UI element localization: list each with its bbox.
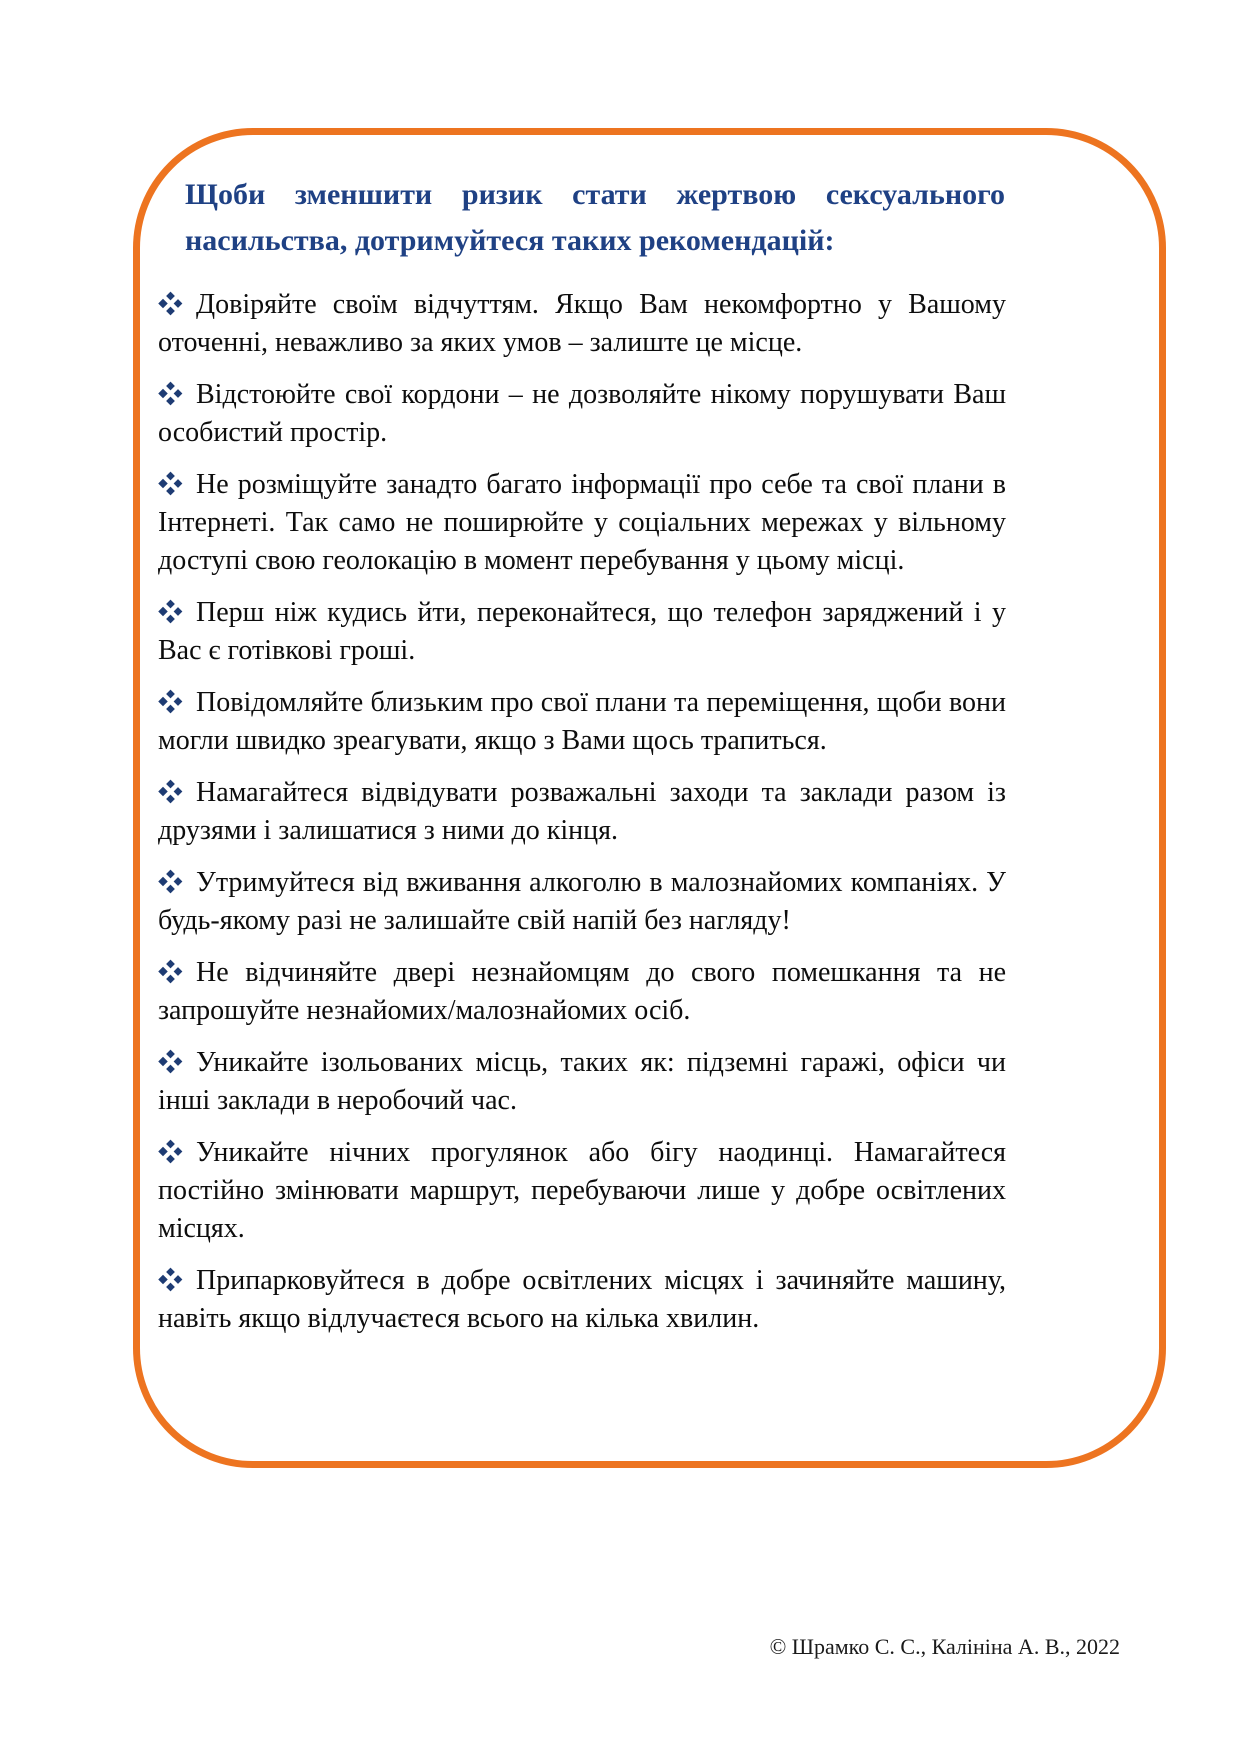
recommendation-text: Намагайтеся відвідувати розважальні заходи та заклади разом із друзями і залишатися з ними до кінця. bbox=[158, 777, 1006, 846]
recommendation-text: Перш ніж кудись йти, переконайтеся, що телефон заряджений і у Вас є готівкові гроші. bbox=[158, 597, 1006, 666]
recommendation-item bbox=[158, 1134, 1006, 1248]
four-diamonds-icon bbox=[158, 471, 183, 496]
recommendation-text: Не відчиняйте двері незнайомцям до свого помешкання та не запрошуйте незнайомих/малознайомих осіб. bbox=[158, 957, 1006, 1026]
four-diamonds-icon bbox=[158, 291, 183, 316]
four-diamonds-icon bbox=[158, 1267, 183, 1292]
recommendation-text: Не розміщуйте занадто багато інформації про себе та свої плани в Інтернеті. Так само не поширюйте у соціальних мережах у вільному доступі свою геолокацію в момент перебування у цьому місці. bbox=[158, 469, 1006, 576]
four-diamonds-icon bbox=[158, 1049, 183, 1074]
recommendation-item bbox=[158, 376, 1006, 452]
recommendation-item bbox=[158, 774, 1006, 850]
recommendation-text: Припарковуйтеся в добре освітлених місцях і зачиняйте машину, навіть якщо відлучаєтеся всього на кілька хвилин. bbox=[158, 1265, 1006, 1334]
recommendation-text: Утримуйтеся від вживання алкоголю в малознайомих компаніях. У будь-якому разі не залишайте свій напій без нагляду! bbox=[158, 867, 1006, 936]
recommendation-item bbox=[158, 864, 1006, 940]
recommendation-item bbox=[158, 466, 1006, 580]
recommendations-list bbox=[158, 286, 1006, 1352]
four-diamonds-icon bbox=[158, 869, 183, 894]
recommendation-item bbox=[158, 1044, 1006, 1120]
recommendation-text: Відстоюйте свої кордони – не дозволяйте нікому порушувати Ваш особистий простір. bbox=[158, 379, 1006, 448]
recommendation-text: Уникайте ізольованих місць, таких як: підземні гаражі, офіси чи інші заклади в неробочий час. bbox=[158, 1047, 1006, 1116]
recommendation-item bbox=[158, 594, 1006, 670]
four-diamonds-icon bbox=[158, 599, 183, 624]
page-title: Щоби зменшити ризик стати жертвою сексуального насильства, дотримуйтеся таких рекомендацій: bbox=[185, 178, 1005, 257]
recommendation-item bbox=[158, 1262, 1006, 1338]
copyright-notice: © Шрамко С. С., Калініна А. В., 2022 bbox=[769, 1634, 1120, 1659]
recommendation-text: Довіряйте своїм відчуттям. Якщо Вам некомфортно у Вашому оточенні, неважливо за яких умов – залиште це місце. bbox=[158, 289, 1006, 358]
four-diamonds-icon bbox=[158, 381, 183, 406]
recommendation-text: Уникайте нічних прогулянок або бігу наодинці. Намагайтеся постійно змінювати маршрут, перебуваючи лише у добре освітлених місцях. bbox=[158, 1137, 1006, 1244]
recommendation-item bbox=[158, 954, 1006, 1030]
recommendation-text: Повідомляйте близьким про свої плани та переміщення, щоби вони могли швидко зреагувати, якщо з Вами щось трапиться. bbox=[158, 687, 1006, 756]
four-diamonds-icon bbox=[158, 959, 183, 984]
four-diamonds-icon bbox=[158, 779, 183, 804]
four-diamonds-icon bbox=[158, 1139, 183, 1164]
recommendation-item bbox=[158, 286, 1006, 362]
recommendation-item bbox=[158, 684, 1006, 760]
four-diamonds-icon bbox=[158, 689, 183, 714]
